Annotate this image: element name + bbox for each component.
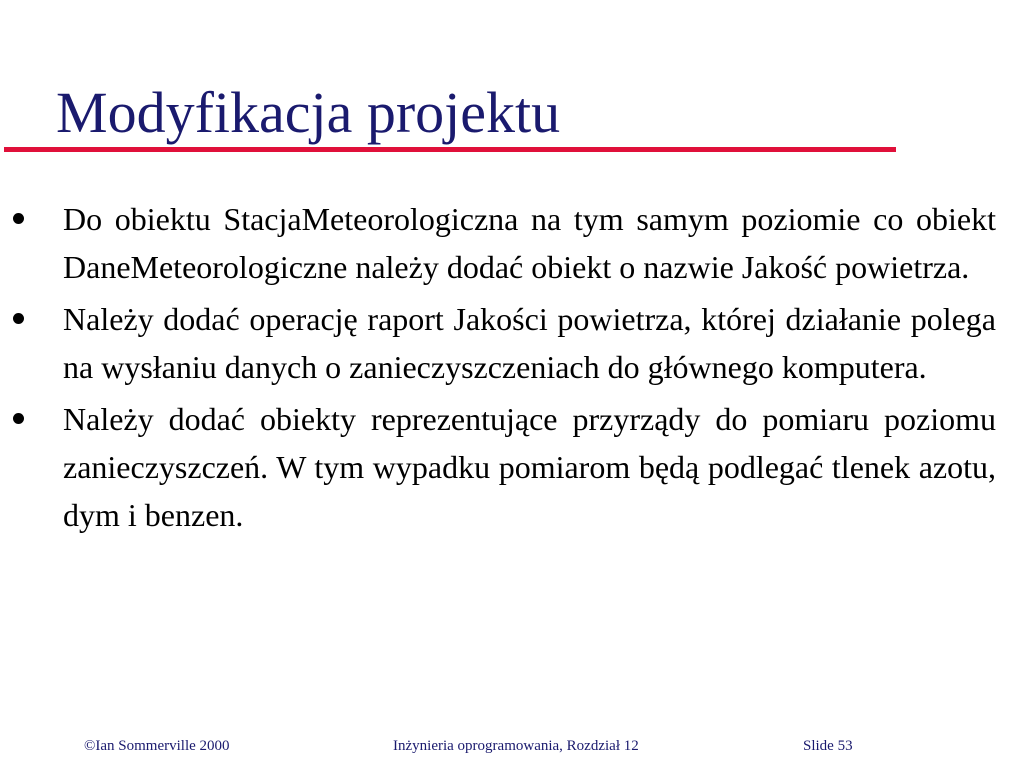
bullet-text: Należy dodać obiekty reprezentujące przyrządy do pomiaru poziomu zanieczyszczeń. W tym wypadku pomiarom będą podlegać tlenek azotu, dym i benzen. (63, 401, 996, 533)
slide-title: Modyfikacja projektu (56, 80, 561, 145)
bullet-dot-icon (13, 313, 24, 324)
bullet-text: Należy dodać operację raport Jakości powietrza, której działanie polega na wysłaniu danych o zanieczyszczeniach do głównego komputera. (63, 301, 996, 385)
footer-slide-number: Slide 53 (803, 738, 853, 754)
bullet-dot-icon (13, 413, 24, 424)
bullet-list (0, 195, 1024, 543)
title-underline (4, 147, 896, 152)
bullet-item (0, 295, 1024, 391)
bullet-item (0, 195, 1024, 291)
bullet-dot-icon (13, 213, 24, 224)
footer-course: Inżynieria oprogramowania, Rozdział 12 (393, 738, 639, 754)
bullet-item (0, 395, 1024, 539)
footer-copyright: ©Ian Sommerville 2000 (84, 738, 230, 754)
bullet-text: Do obiektu StacjaMeteorologiczna na tym samym poziomie co obiekt DaneMeteorologiczne należy dodać obiekt o nazwie Jakość powietrza. (63, 201, 996, 285)
